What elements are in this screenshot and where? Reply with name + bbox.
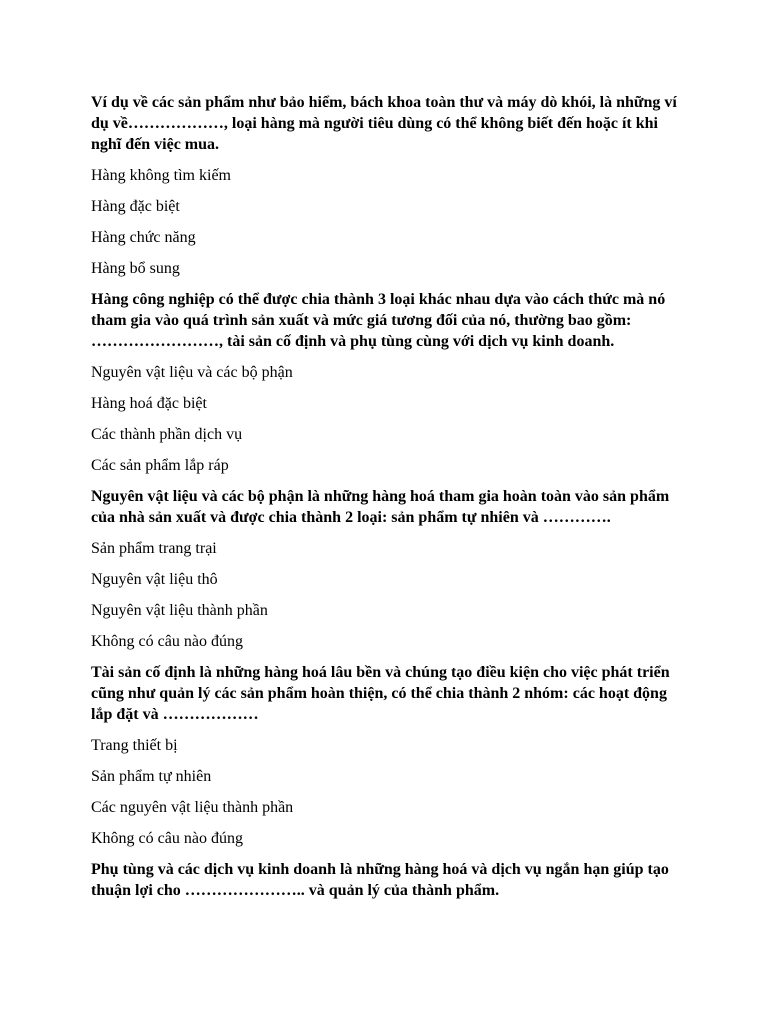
question-block-1 bbox=[91, 92, 691, 279]
question-block-4 bbox=[91, 662, 691, 849]
question-text: Phụ tùng và các dịch vụ kinh doanh là những hàng hoá và dịch vụ ngắn hạn giúp tạo thuận lợi cho ………………….. và quản lý của thành phẩm. bbox=[91, 861, 669, 899]
answer-option: Sản phẩm tự nhiên bbox=[91, 768, 212, 785]
answer-option: Hàng chức năng bbox=[91, 229, 196, 246]
answer-option: Sản phẩm trang trại bbox=[91, 540, 217, 557]
answer-option: Nguyên vật liệu và các bộ phận bbox=[91, 364, 293, 381]
answer-option: Các sản phẩm lắp ráp bbox=[91, 457, 229, 474]
question-text: Ví dụ về các sản phẩm như bảo hiểm, bách khoa toàn thư và máy dò khói, là những ví dụ về………………, loại hàng mà người tiêu dùng có thể không biết đến hoặc ít khi nghĩ đến việc mua. bbox=[91, 94, 677, 153]
question-text: Hàng công nghiệp có thể được chia thành 3 loại khác nhau dựa vào cách thức mà nó tham gia vào quá trình sản xuất và mức giá tương đối của nó, thường bao gồm: ……………………, tài sản cố định và phụ tùng cùng với dịch vụ kinh doanh. bbox=[91, 291, 666, 350]
answer-option: Trang thiết bị bbox=[91, 737, 178, 754]
question-block-3 bbox=[91, 486, 691, 652]
answer-option: Nguyên vật liệu thành phần bbox=[91, 602, 268, 619]
answer-option: Hàng không tìm kiếm bbox=[91, 167, 231, 184]
answer-option: Các nguyên vật liệu thành phần bbox=[91, 799, 294, 816]
answer-option: Hàng đặc biệt bbox=[91, 198, 180, 215]
answer-option: Hàng hoá đặc biệt bbox=[91, 395, 207, 412]
answer-option: Hàng bổ sung bbox=[91, 260, 180, 277]
answer-option: Không có câu nào đúng bbox=[91, 830, 243, 847]
document-page bbox=[91, 92, 691, 911]
question-block-2 bbox=[91, 289, 691, 476]
answer-option: Nguyên vật liệu thô bbox=[91, 571, 218, 588]
answer-option: Không có câu nào đúng bbox=[91, 633, 243, 650]
question-block-5 bbox=[91, 859, 691, 901]
question-text: Nguyên vật liệu và các bộ phận là những hàng hoá tham gia hoàn toàn vào sản phẩm của nhà sản xuất và được chia thành 2 loại: sản phẩm tự nhiên và …………. bbox=[91, 488, 670, 526]
answer-option: Các thành phần dịch vụ bbox=[91, 426, 243, 443]
question-text: Tài sản cố định là những hàng hoá lâu bền và chúng tạo điều kiện cho việc phát triển cũng như quản lý các sản phẩm hoàn thiện, có thể chia thành 2 nhóm: các hoạt động lắp đặt và ……………… bbox=[91, 664, 670, 723]
